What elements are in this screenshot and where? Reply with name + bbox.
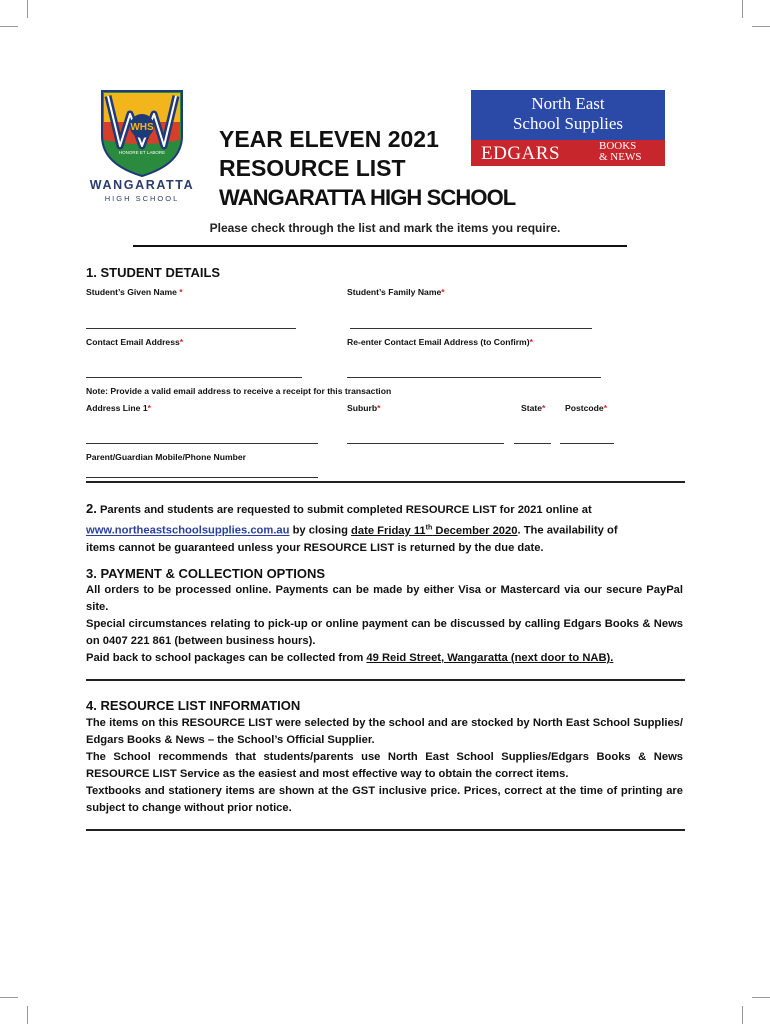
postcode-field[interactable]	[560, 443, 614, 444]
divider	[133, 245, 627, 247]
phone-field[interactable]	[86, 477, 318, 478]
postcode-label: Postcode*	[565, 403, 608, 413]
reenter-email-label: Re-enter Contact Email Address (to Confirm)*	[347, 337, 533, 347]
books-news-text	[599, 141, 641, 163]
family-name-field[interactable]	[350, 328, 592, 329]
school-logo-sub: HIGH SCHOOL	[104, 194, 180, 203]
section-2-text: 2. Parents and students are requested to submit completed RESOURCE LIST for 2021 online at www.northeastschoolsupplies.com.au by closing date Friday 11th December 2020. The availability of items cannot be guaranteed unless your RESOURCE LIST is returned by the due date.	[86, 501, 618, 554]
section-divider	[86, 829, 685, 831]
school-crest-icon	[84, 88, 200, 178]
resource-list-info-1: The items on this RESOURCE LIST were selected by the school and are stocked by North East School Supplies/ Edgars Books & News – the School’s Official Supplier.	[86, 717, 683, 746]
section-divider	[86, 679, 685, 681]
collection-address: 49 Reid Street, Wangaratta (next door to NAB).	[366, 652, 614, 664]
section-1-heading: 1. STUDENT DETAILS	[86, 265, 221, 280]
supplier-line-1: North East	[531, 94, 605, 113]
given-name-field[interactable]	[86, 328, 296, 329]
crop-mark	[742, 0, 743, 18]
address-field[interactable]	[86, 443, 318, 444]
collection-text: Paid back to school packages can be collected from 49 Reid Street, Wangaratta (next door to NAB).	[86, 652, 614, 664]
given-name-label: Student’s Given Name *	[86, 287, 183, 297]
state-field[interactable]	[514, 443, 551, 444]
email-field[interactable]	[86, 377, 302, 378]
title-line-1: YEAR ELEVEN 2021	[219, 126, 439, 152]
school-logo	[84, 88, 200, 206]
news-text: & NEWS	[599, 151, 642, 163]
svg-text:WHS: WHS	[130, 122, 154, 133]
address-label: Address Line 1*	[86, 403, 151, 413]
crop-mark	[27, 1006, 28, 1024]
supplier-line-2: School Supplies	[512, 114, 624, 133]
edgars-logo	[471, 140, 665, 166]
crop-mark	[742, 1006, 743, 1024]
due-date: date Friday 11th December 2020	[351, 524, 518, 537]
title-line-2: RESOURCE LIST	[219, 155, 406, 181]
section-divider	[86, 481, 685, 483]
state-label: State*	[521, 403, 546, 413]
phone-label: Parent/Guardian Mobile/Phone Number	[86, 452, 246, 462]
svg-text:HONORE ET LABORE: HONORE ET LABORE	[118, 150, 166, 155]
crop-mark	[27, 0, 28, 18]
books-text: BOOKS	[599, 140, 637, 152]
section-4-text	[86, 715, 683, 817]
title-line-3: WANGARATTA HIGH SCHOOL	[219, 185, 516, 210]
section-3-heading: 3. PAYMENT & COLLECTION OPTIONS	[86, 566, 326, 581]
family-name-label: Student’s Family Name*	[347, 287, 445, 297]
resource-list-info-3: Textbooks and stationery items are shown at the GST inclusive price. Prices, correct at the time of printing are subject to change without prior notice.	[86, 785, 683, 814]
suburb-label: Suburb*	[347, 403, 381, 413]
supplier-website-link[interactable]: www.northeastschoolsupplies.com.au	[86, 524, 290, 537]
reenter-email-field[interactable]	[347, 377, 601, 378]
suburb-field[interactable]	[347, 443, 504, 444]
resource-list-info-2: The School recommends that students/parents use North East School Supplies/Edgars Books & News RESOURCE LIST Service as the easiest and most effective way to obtain the correct items.	[86, 751, 683, 780]
email-note: Note: Provide a valid email address to receive a receipt for this transaction	[86, 386, 392, 396]
crop-mark	[0, 997, 18, 998]
crop-mark	[752, 997, 770, 998]
section-4-heading: 4. RESOURCE LIST INFORMATION	[86, 698, 301, 713]
payment-text: All orders to be processed online. Payments can be made by either Visa or Mastercard via our secure PayPal site.	[86, 584, 683, 613]
school-logo-name: WANGARATTA	[89, 178, 195, 192]
special-circumstances-text: Special circumstances relating to pick-up or online payment can be discussed by calling Edgars Books & News on 0407 221 861 (between business hours).	[86, 618, 683, 647]
section-3-text	[86, 582, 683, 667]
edgars-text: EDGARS	[481, 143, 561, 164]
supplier-name	[471, 90, 665, 140]
email-label: Contact Email Address*	[86, 337, 184, 347]
crop-mark	[752, 26, 770, 27]
instruction-text: Please check through the list and mark the items you require.	[209, 221, 561, 235]
crop-mark	[0, 26, 18, 27]
supplier-logo	[471, 90, 665, 166]
